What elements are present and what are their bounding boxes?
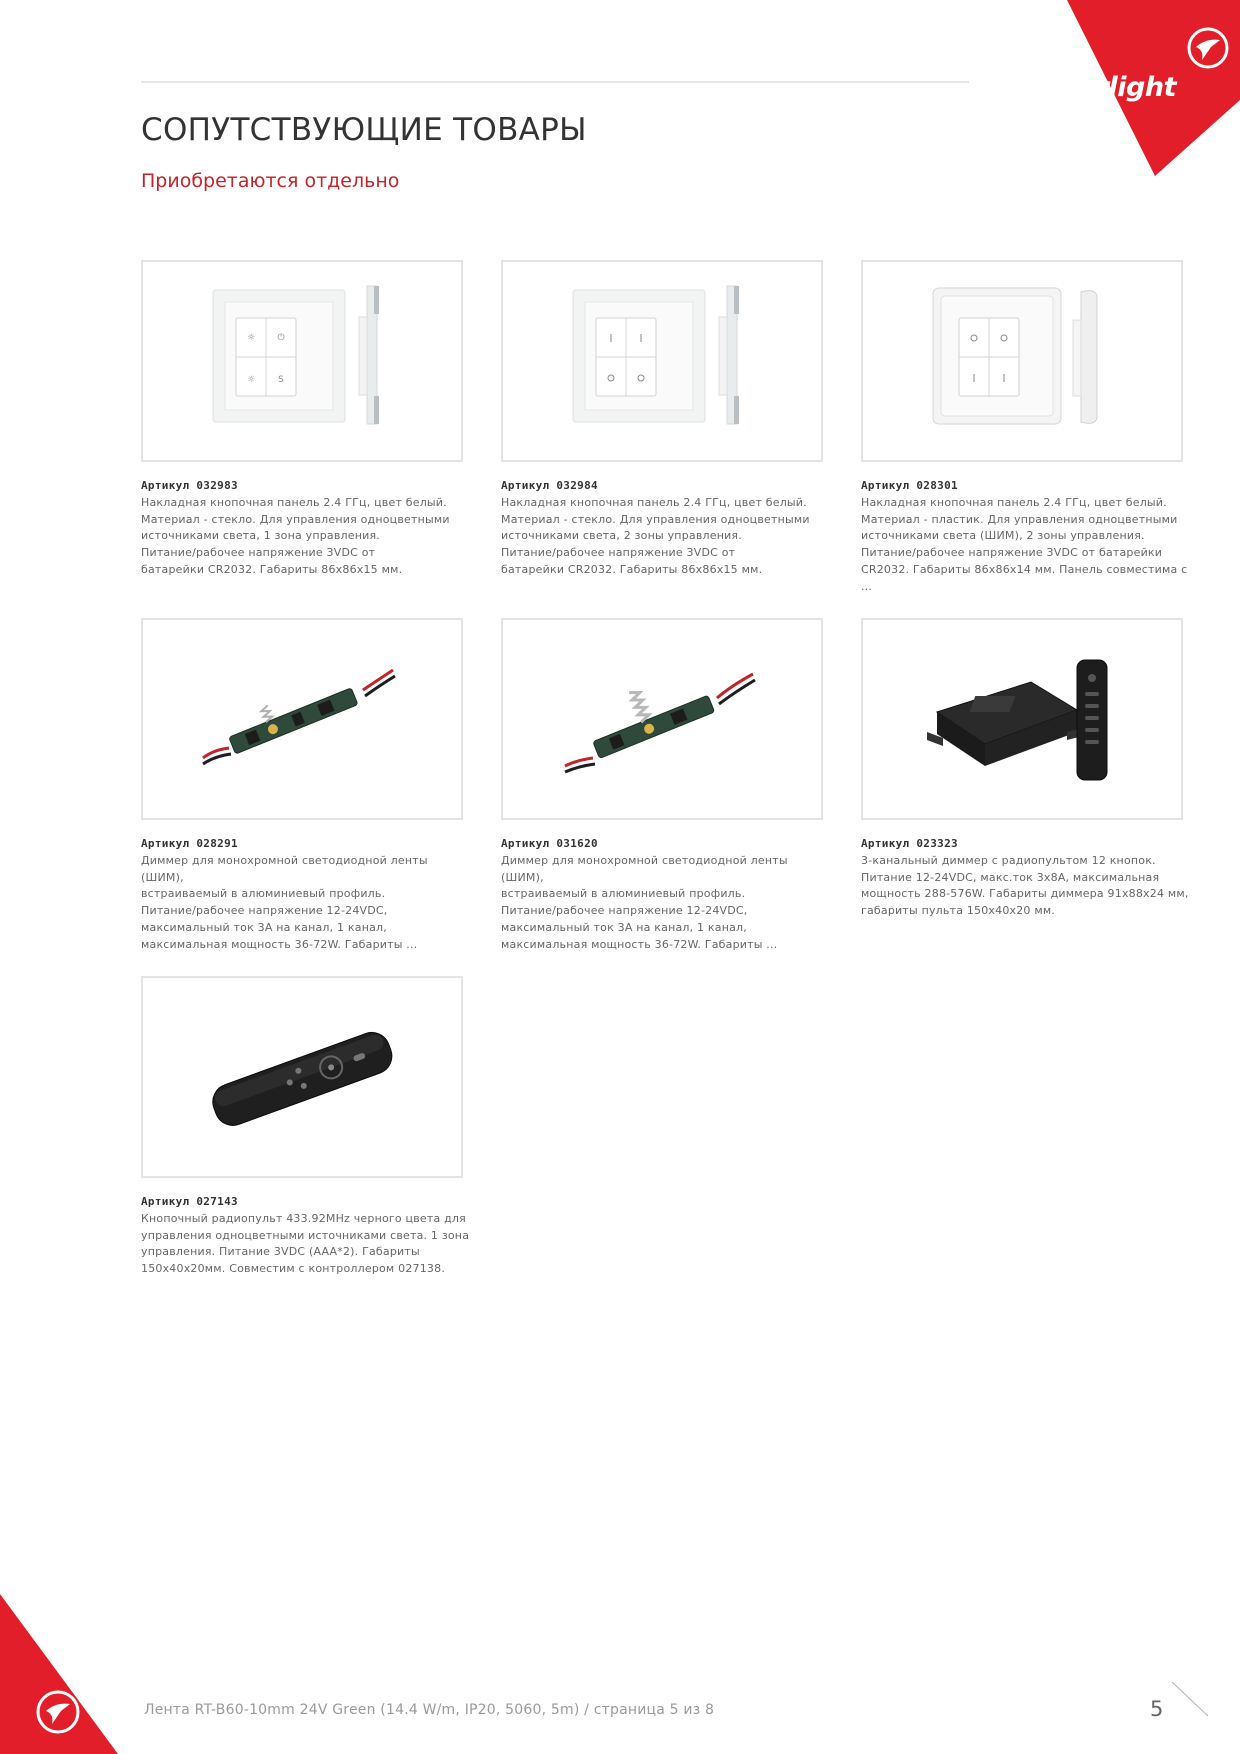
product-image xyxy=(861,618,1183,820)
product-image xyxy=(501,260,823,462)
svg-text:S: S xyxy=(278,375,284,385)
product-article: Артикул 032984 xyxy=(501,479,598,492)
product-card xyxy=(501,618,823,953)
product-article: Артикул 028301 xyxy=(861,479,958,492)
product-description: Диммер для монохромной светодиодной ленты (ШИМ), встраиваемый в алюминиевый профиль. Питание/рабочее напряжение 12-24VDC, максимальный ток 3A на канал, 1 канал, максимальная мощность 36-72W. Габариты ... xyxy=(141,854,428,951)
svg-text:☼: ☼ xyxy=(246,333,256,343)
product-description: Кнопочный радиопульт 433.92MHz черного цвета для управления одноцветными источниками света. 1 зона управления. Питание 3VDC (AAA*2). Габариты 150x40x20мм. Совместим с контроллером 027138. xyxy=(141,1212,470,1276)
radio-remote-icon xyxy=(143,978,461,1176)
product-article: Артикул 028291 xyxy=(141,837,238,850)
product-article: Артикул 027143 xyxy=(141,1195,238,1208)
page-subtitle: Приобретаются отдельно xyxy=(141,170,400,192)
product-image xyxy=(141,260,463,462)
svg-text:⏻: ⏻ xyxy=(277,333,285,343)
dimmer-with-remote-icon xyxy=(863,620,1181,818)
profile-dimmer-spring-icon xyxy=(503,620,821,818)
product-image xyxy=(141,618,463,820)
product-card xyxy=(861,618,1189,920)
profile-dimmer-icon xyxy=(143,620,461,818)
glass-panel-2zone-icon xyxy=(503,262,821,460)
svg-text:☼: ☼ xyxy=(246,375,256,385)
product-description: 3-канальный диммер с радиопультом 12 кнопок. Питание 12-24VDC, макс.ток 3x8A, максимальная мощность 288-576W. Габариты диммера 91x88x24 мм, габариты пульта 150x40x20 мм. xyxy=(861,854,1189,918)
brand-logo-text: arlight xyxy=(1078,72,1177,103)
product-article: Артикул 032983 xyxy=(141,479,238,492)
product-card xyxy=(501,260,823,579)
product-image xyxy=(501,618,823,820)
plastic-panel-2zone-icon xyxy=(863,262,1181,460)
product-article: Артикул 031620 xyxy=(501,837,598,850)
product-card xyxy=(141,260,463,579)
product-description: Диммер для монохромной светодиодной ленты (ШИМ), встраиваемый в алюминиевый профиль. Питание/рабочее напряжение 12-24VDC, максимальный ток 3A на канал, 1 канал, максимальная мощность 36-72W. Габариты ... xyxy=(501,854,788,951)
product-card xyxy=(141,976,470,1278)
product-description: Накладная кнопочная панель 2.4 ГГц, цвет белый. Материал - пластик. Для управления одноцветными источниками света (ШИМ), 2 зоны управления. Питание/рабочее напряжение 3VDC от батарейки CR2032. Габариты 86x86x14 мм. Панель совместима с ... xyxy=(861,496,1188,593)
product-card xyxy=(861,260,1188,595)
header-rule xyxy=(141,81,969,83)
footer-text: Лента RT-B60-10mm 24V Green (14.4 W/m, IP20, 5060, 5m) / страница 5 из 8 xyxy=(144,1702,715,1718)
product-description: Накладная кнопочная панель 2.4 ГГц, цвет белый. Материал - стекло. Для управления одноцветными источниками света, 1 зона управления. Питание/рабочее напряжение 3VDC от батарейки CR2032. Габариты 86x86x15 мм. xyxy=(141,496,450,576)
page-corner-slash xyxy=(1170,1680,1210,1720)
product-card xyxy=(141,618,463,953)
corner-bottom-triangle xyxy=(0,1594,120,1754)
product-image xyxy=(861,260,1183,462)
page-title: СОПУТСТВУЮЩИЕ ТОВАРЫ xyxy=(141,112,587,148)
product-article: Артикул 023323 xyxy=(861,837,958,850)
page-number: 5 xyxy=(1150,1697,1164,1721)
product-image xyxy=(141,976,463,1178)
product-description: Накладная кнопочная панель 2.4 ГГц, цвет белый. Материал - стекло. Для управления одноцветными источниками света, 2 зоны управления. Питание/рабочее напряжение 3VDC от батарейки CR2032. Габариты 86x86x15 мм. xyxy=(501,496,810,576)
glass-panel-1zone-icon xyxy=(143,262,461,460)
